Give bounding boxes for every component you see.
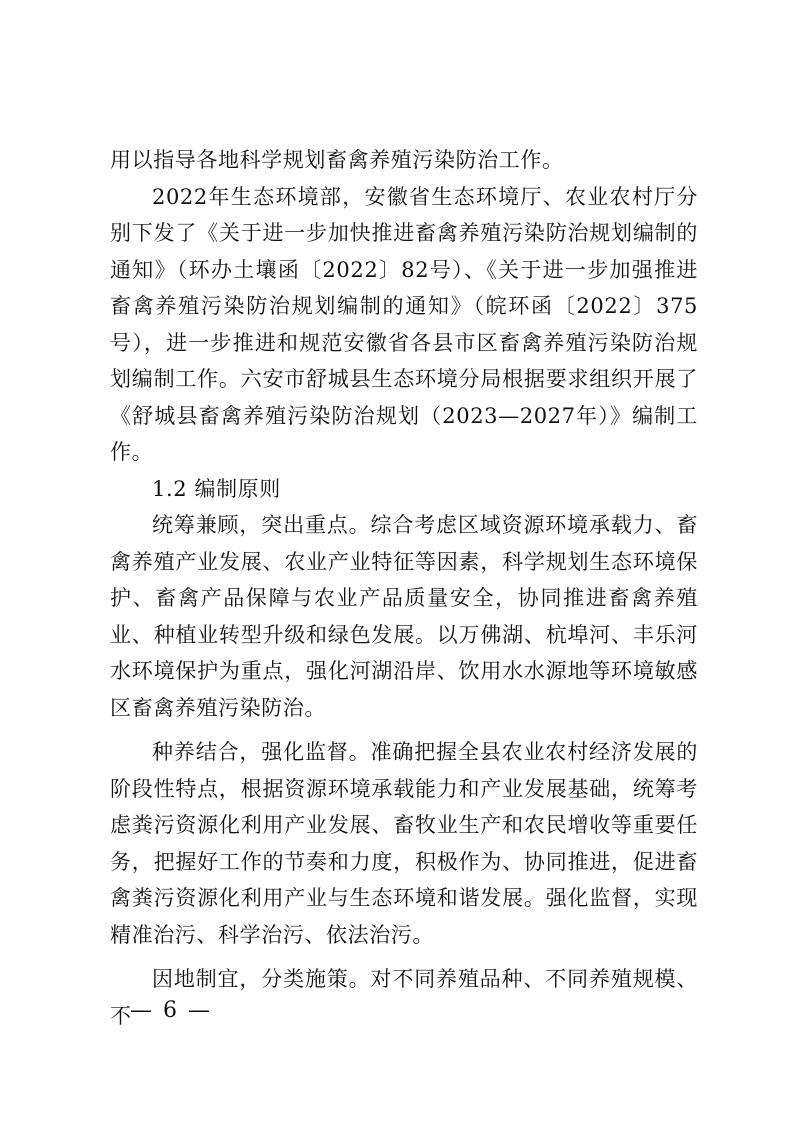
paragraph-principle-3: 因地制宜，分类施策。对不同养殖品种、不同养殖规模、不 xyxy=(110,967,698,1028)
paragraph-principle-2: 种养结合，强化监督。准确把握全县农业农村经济发展的阶段性特点，根据资源环境承载能力和产业发展基础，统筹考虑粪污资源化利用产业发展、畜牧业生产和农民增收等重要任务，把握好工作的节奏和力度，积极作为、协同推进，促进畜禽粪污资源化利用产业与生态环境和谐发展。强化监督，实现精准治污、科学治污、依法治污。 xyxy=(110,740,698,947)
page-number: — 6 — xyxy=(130,998,212,1023)
paragraph-background: 2022年生态环境部，安徽省生态环境厅、农业农村厅分别下发了《关于进一步加快推进畜禽养殖污染防治规划编制的通知》（环办土壤函〔2022〕82号）、《关于进一步加强推进畜禽养殖污染防治规划编制的通知》（皖环函〔2022〕375号），进一步推进和规范安徽省各县市区畜禽养殖污染防治规划编制工作。六安市舒城县生态环境分局根据要求组织开展了《舒城县畜禽养殖污染防治规划（2023—2027年）》编制工作。 xyxy=(110,184,698,464)
section-heading: 1.2 编制原则 xyxy=(152,476,281,501)
document-body xyxy=(110,142,698,1034)
paragraph-continuation: 用以指导各地科学规划畜禽养殖污染防治工作。 xyxy=(110,148,564,172)
paragraph-principle-1: 统筹兼顾，突出重点。综合考虑区域资源环境承载力、畜禽养殖产业发展、农业产业特征等因素，科学规划生态环境保护、畜禽产品保障与农业产品质量安全，协同推进畜禽养殖业、种植业转型升级和绿色发展。以万佛湖、杭埠河、丰乐河水环境保护为重点，强化河湖沿岸、饮用水水源地等环境敏感区畜禽养殖污染防治。 xyxy=(110,513,698,720)
